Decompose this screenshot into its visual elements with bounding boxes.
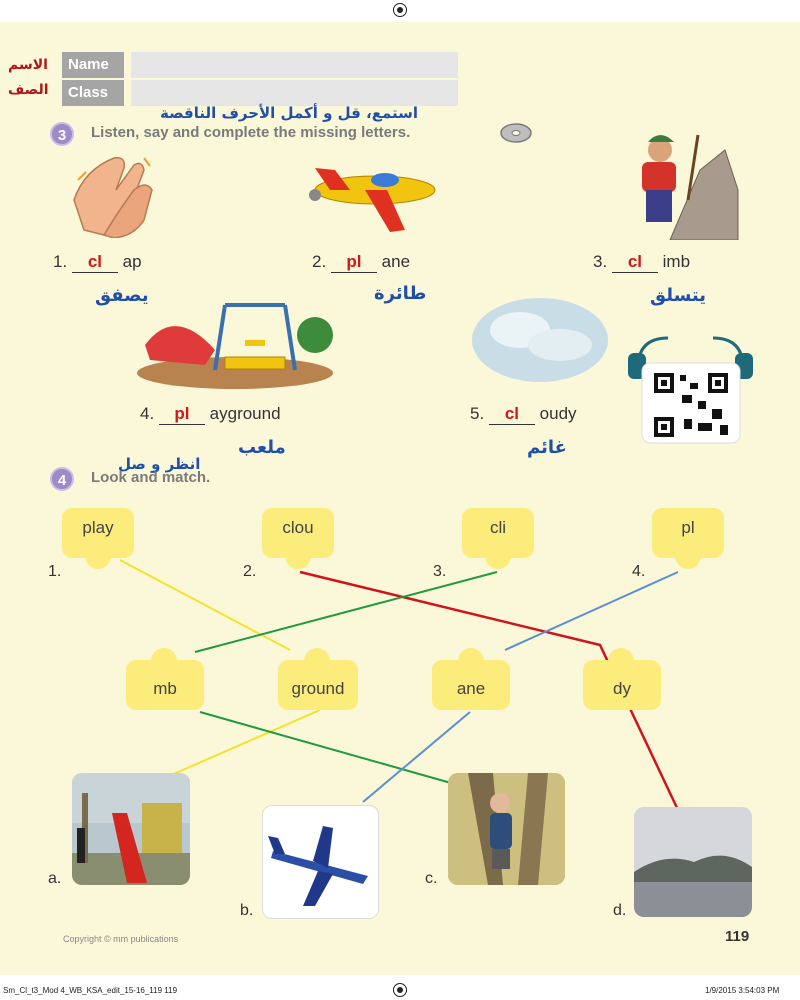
puzzle-piece-play[interactable]: play <box>62 508 134 558</box>
answer-blank[interactable]: cl <box>72 252 118 273</box>
section4-instruction: Look and match. <box>91 469 211 486</box>
class-label: Class <box>62 80 124 106</box>
word-item-2: 2. pl ane <box>312 252 411 271</box>
word-item-1: 1. cl ap <box>53 252 142 271</box>
top-piece-number: 3. <box>433 563 447 580</box>
puzzle-piece-cli[interactable]: cli <box>462 508 534 558</box>
playground-photo-icon <box>72 773 190 885</box>
photo-label-b: b. <box>240 902 254 919</box>
section3-instruction: Listen, say and complete the missing letters. <box>91 124 411 141</box>
photo-playground[interactable] <box>72 773 190 885</box>
top-piece-number: 1. <box>48 563 62 580</box>
arabic-word-playground: ملعب <box>238 437 286 458</box>
tree-climb-photo-icon <box>448 773 565 885</box>
section3-number-badge: 3 <box>50 122 74 146</box>
answer-blank[interactable]: pl <box>331 252 377 273</box>
puzzle-piece-ane[interactable]: ane <box>432 660 510 710</box>
answer-blank[interactable]: pl <box>159 404 205 425</box>
photo-label-d: d. <box>613 902 627 919</box>
match-line-pl <box>505 572 678 650</box>
copyright-text: Copyright © mm publications <box>63 934 179 944</box>
puzzle-piece-mb[interactable]: mb <box>126 660 204 710</box>
file-info: Sm_Cl_t3_Mod 4_WB_KSA_edit_15-16_119 119 <box>3 986 178 995</box>
match-line-mb <box>200 712 458 785</box>
arabic-word-clap: يصفق <box>95 285 149 306</box>
airplane-photo-icon <box>263 806 378 918</box>
answer-blank[interactable]: cl <box>489 404 535 425</box>
photo-cloudy-sea[interactable] <box>634 807 752 917</box>
puzzle-piece-pl[interactable]: pl <box>652 508 724 558</box>
arabic-class-label: الصف <box>8 82 49 98</box>
puzzle-piece-clou[interactable]: clou <box>262 508 334 558</box>
section4-number-badge: 4 <box>50 467 74 491</box>
photo-label-a: a. <box>48 870 62 887</box>
name-label: Name <box>62 52 124 78</box>
answer-blank[interactable]: cl <box>612 252 658 273</box>
word-item-5: 5. cl oudy <box>470 404 577 423</box>
cloudy-sea-photo-icon <box>634 807 752 917</box>
photo-tree-climb[interactable] <box>448 773 565 885</box>
arabic-word-climb: يتسلق <box>650 285 706 306</box>
top-piece-number: 4. <box>632 563 646 580</box>
arabic-name-label: الاسم <box>8 57 48 73</box>
word-item-3: 3. cl imb <box>593 252 691 271</box>
top-piece-number: 2. <box>243 563 257 580</box>
arabic-word-plane: طائرة <box>374 283 427 304</box>
section4-arabic-instruction: انظر و صل <box>118 455 201 473</box>
photo-airplane[interactable] <box>262 805 379 919</box>
puzzle-piece-dy[interactable]: dy <box>583 660 661 710</box>
page-number: 119 <box>725 928 750 945</box>
print-timestamp: 1/9/2015 3:54:03 PM <box>705 986 780 995</box>
photo-label-c: c. <box>425 870 438 887</box>
match-line-ground <box>160 710 320 780</box>
puzzle-piece-ground[interactable]: ground <box>278 660 358 710</box>
arabic-word-cloudy: غائم <box>527 437 567 458</box>
word-item-4: 4. pl ayground <box>140 404 281 423</box>
match-line-play <box>120 560 290 650</box>
section3-arabic-instruction: استمع، قل و أكمل الأحرف الناقصة <box>160 104 419 122</box>
